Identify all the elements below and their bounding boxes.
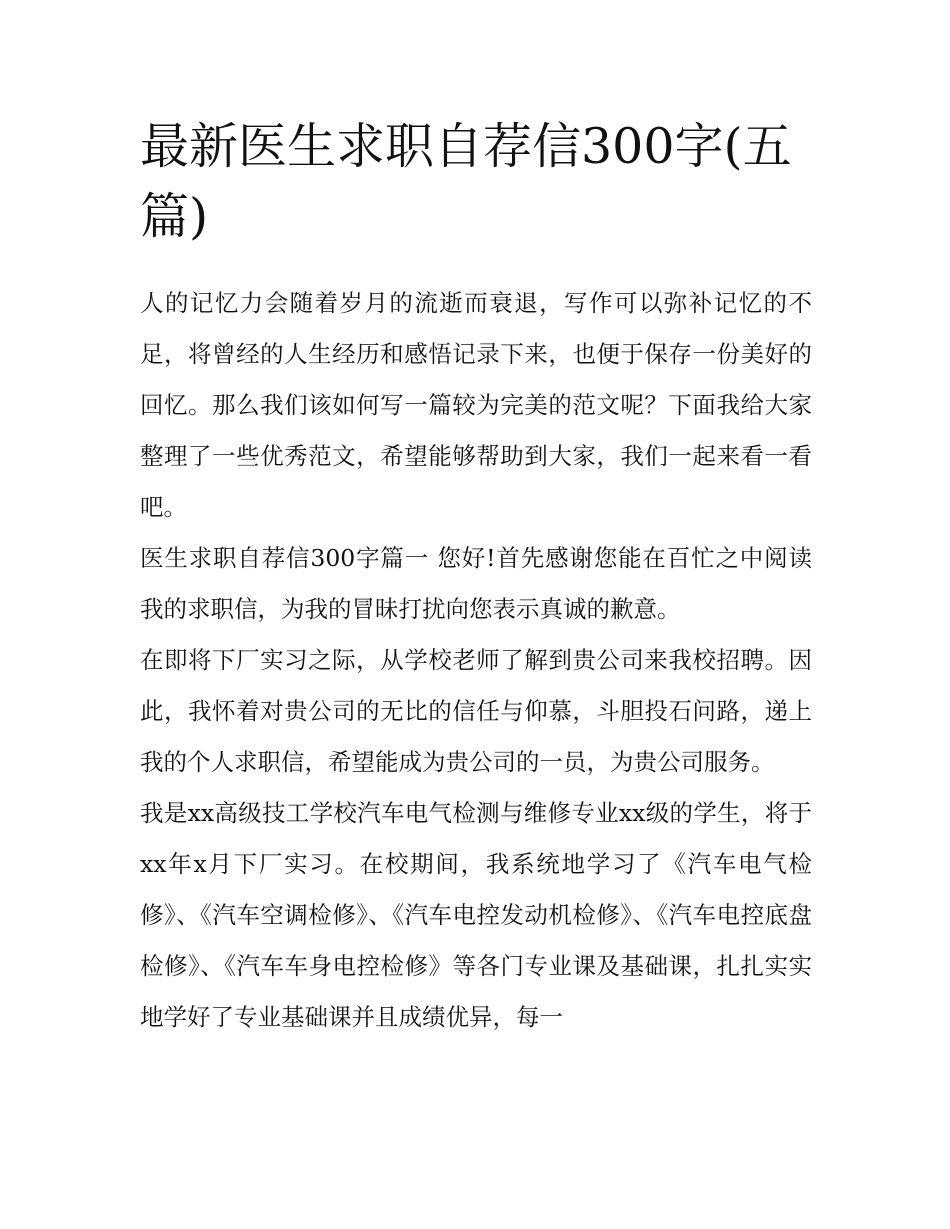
paragraph-greeting: 医生求职自荐信300字篇一 您好!首先感谢您能在百忙之中阅读我的求职信，为我的冒昧打扰向您表示真诚的歉意。 [140, 544, 812, 623]
paragraph-education: 我是xx高级技工学校汽车电气检测与维修专业xx级的学生，将于xx年x月下厂实习。在校期间，我系统地学习了《汽车电气检修》、《汽车空调检修》、《汽车电控发动机检修》、《汽车电控底盘检修》、《汽车车身电控检修》等各门专业课及基础课，扎扎实实地学好了专业基础课并且成绩优异，每一 [140, 799, 812, 1031]
paragraph-internship: 在即将下厂实习之际，从学校老师了解到贵公司来我校招聘。因此，我怀着对贵公司的无比的信任与仰慕，斗胆投石问路，递上我的个人求职信，希望能成为贵公司的一员，为贵公司服务。 [140, 646, 812, 776]
document-body [140, 112, 812, 1043]
paragraph-intro: 人的记忆力会随着岁月的流逝而衰退，写作可以弥补记忆的不足，将曾经的人生经历和感悟记录下来，也便于保存一份美好的回忆。那么我们该如何写一篇较为完美的范文呢？下面我给大家整理了一些优秀范文，希望能够帮助到大家，我们一起来看一看吧。 [140, 289, 812, 521]
document-title: 最新医生求职自荐信300字(五篇) [140, 118, 792, 245]
